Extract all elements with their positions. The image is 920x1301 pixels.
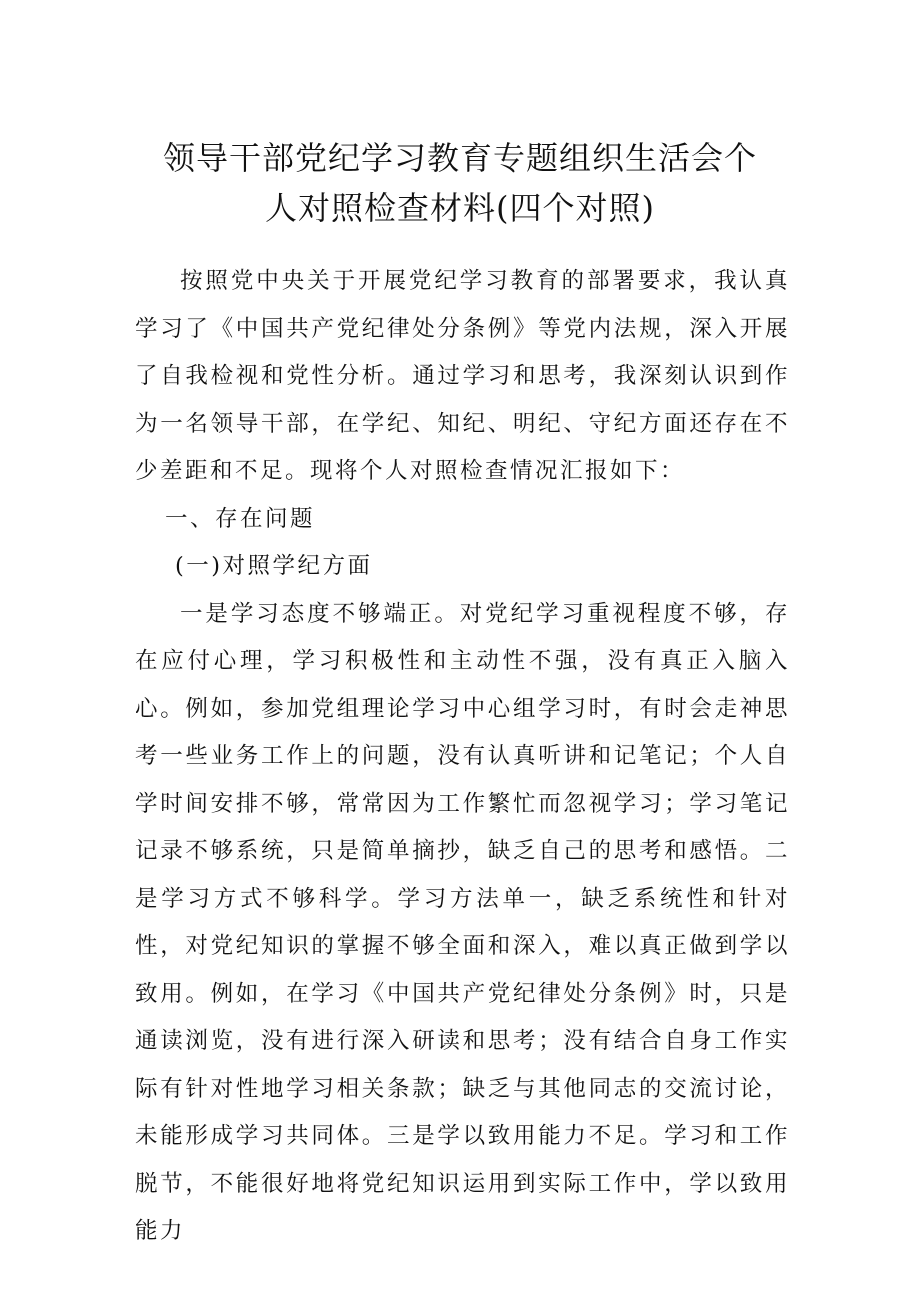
document-title bbox=[130, 133, 790, 233]
title-line-2: 人对照检查材料(四个对照) bbox=[265, 189, 655, 228]
document-body bbox=[135, 258, 790, 1256]
intro-paragraph: 按照党中央关于开展党纪学习教育的部署要求，我认真学习了《中国共产党纪律处分条例》等党内法规，深入开展了自我检视和党性分析。通过学习和思考，我深刻认识到作为一名领导干部，在学纪、知纪、明纪、守纪方面还存在不少差距和不足。现将个人对照检查情况汇报如下： bbox=[135, 268, 790, 484]
title-line-1: 领导干部党纪学习教育专题组织生活会个 bbox=[162, 139, 757, 178]
section-heading: 一、存在问题 bbox=[165, 505, 316, 532]
body-paragraph: 一是学习态度不够端正。对党纪学习重视程度不够，存在应付心理，学习积极性和主动性不强，没有真正入脑入心。例如，参加党组理论学习中心组学习时，有时会走神思考一些业务工作上的问题，没有认真听讲和记笔记；个人自学时间安排不够，常常因为工作繁忙而忽视学习；学习笔记记录不够系统，只是简单摘抄，缺乏自己的思考和感悟。二是学习方式不够科学。学习方法单一，缺乏系统性和针对性，对党纪知识的掌握不够全面和深入，难以真正做到学以致用。例如，在学习《中国共产党纪律处分条例》时，只是通读浏览，没有进行深入研读和思考；没有结合自身工作实际有针对性地学习相关条款；缺乏与其他同志的交流讨论，未能形成学习共同体。三是学以致用能力不足。学习和工作脱节，不能很好地将党纪知识运用到实际工作中，学以致用能力 bbox=[135, 600, 790, 1244]
subsection-heading: (一)对照学纪方面 bbox=[175, 553, 373, 579]
